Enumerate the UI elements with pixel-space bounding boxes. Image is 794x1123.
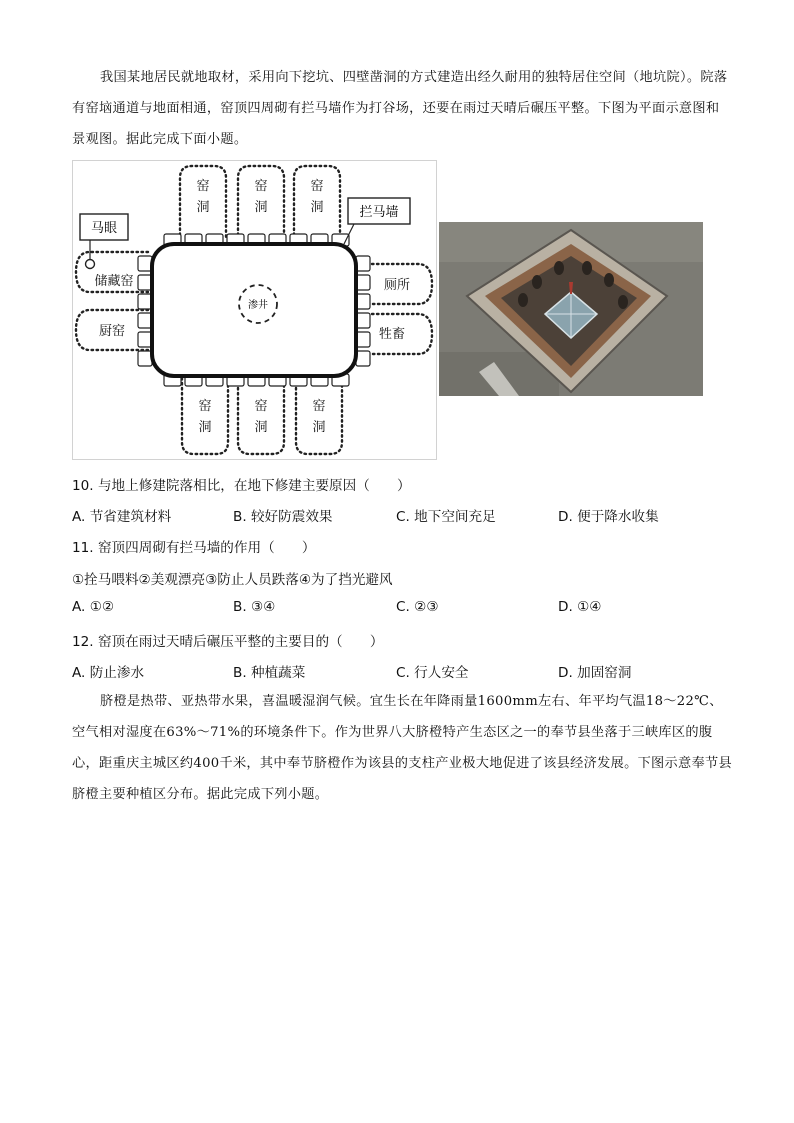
wall-brick (138, 332, 152, 347)
wall-brick (138, 275, 152, 290)
q11-option-c: C. ②③ (396, 599, 439, 615)
cave-top-2-char1: 窑 (254, 179, 268, 194)
question-11-number: 11. (72, 540, 94, 556)
question-11 (72, 536, 315, 556)
question-11-statements: ①拴马喂料②美观漂亮③防止人员跌落④为了挡光避风 (72, 572, 393, 588)
cave-bottom-3-char1: 窑 (312, 399, 326, 414)
cave-top-3-char2: 洞 (310, 200, 324, 215)
kitchen-label: 厨窑 (98, 324, 126, 339)
q12-option-b: B. 种植蔬菜 (233, 665, 306, 681)
wall-brick (356, 275, 370, 290)
cave-top-1-char1: 窑 (196, 179, 210, 194)
q10-option-d: D. 便于降水收集 (558, 509, 659, 525)
question-10-number: 10. (72, 478, 94, 494)
q11-option-a: A. ①② (72, 599, 115, 615)
q11-option-b: B. ③④ (233, 599, 276, 615)
wall-brick (138, 351, 152, 366)
q12-option-a: A. 防止渗水 (72, 665, 145, 681)
wall-label: 拦马墙 (359, 205, 399, 220)
question-12-stem: 窑顶在雨过天晴后碾压平整的主要目的（ ） (97, 634, 384, 650)
question-10-stem: 与地上修建院落相比，在地下修建主要原因（ ） (97, 478, 411, 494)
pit-courtyard-aerial-photo (439, 222, 703, 396)
wall-brick (356, 294, 370, 309)
q11-option-d: D. ①④ (558, 599, 602, 615)
cave-top-2-char2: 洞 (254, 200, 268, 215)
wall-brick (138, 294, 152, 309)
wall-brick (356, 351, 370, 366)
cave-bottom-1-char2: 洞 (198, 420, 212, 435)
q10-option-c: C. 地下空间充足 (396, 509, 496, 525)
intro-paragraph-1: 我国某地居民就地取材，采用向下挖坑、四壁凿洞的方式建造出经久耐用的独特居住空间（地坑院）。院落有窑垴通道与地面相通，窑顶四周砌有拦马墙作为打谷场，还要在雨过天晴后碾压平整。下图为平面示意图和景观图。据此完成下面小题。 (72, 70, 728, 147)
livestock-label: 牲畜 (378, 327, 406, 342)
question-10 (72, 474, 411, 494)
wall-brick (356, 256, 370, 271)
storage-label: 储藏窑 (94, 274, 134, 289)
wall-brick (138, 313, 152, 328)
cave-bottom-2-char2: 洞 (254, 420, 268, 435)
cave-bottom-1-char1: 窑 (198, 399, 212, 414)
question-11-stem: 窑顶四周砌有拦马墙的作用（ ） (97, 540, 316, 556)
question-12-number: 12. (72, 634, 94, 650)
cave-bottom-2-char1: 窑 (254, 399, 268, 414)
pit-courtyard-plan-diagram (72, 160, 437, 460)
wall-brick (356, 313, 370, 328)
q12-option-d: D. 加固窑洞 (558, 665, 632, 681)
wall-brick (356, 332, 370, 347)
cave-top-3-char1: 窑 (310, 179, 324, 194)
well-label: 渗井 (248, 300, 268, 311)
q12-option-c: C. 行人安全 (396, 665, 469, 681)
q10-option-b: B. 较好防震效果 (233, 509, 333, 525)
mayan-label: 马眼 (90, 221, 118, 236)
q10-option-a: A. 节省建筑材料 (72, 509, 172, 525)
wall-brick (138, 256, 152, 271)
cave-top-1-char2: 洞 (196, 200, 210, 215)
toilet-label: 厕所 (383, 278, 411, 293)
mayan-hole-icon (86, 260, 95, 269)
cave-bottom-3-char2: 洞 (312, 420, 326, 435)
intro-paragraph-2: 脐橙是热带、亚热带水果，喜温暖湿润气候。宜生长在年降雨量1600mm左右、年平均气温18～22℃、空气相对湿度在63%～71%的环境条件下。作为世界八大脐橙特产生态区之一的奉节县坐落于三峡库区的腹心，距重庆主城区约400千米，其中奉节脐橙作为该县的支柱产业极大地促进了该县经济发展。下图示意奉节县脐橙主要种植区分布。据此完成下列小题。 (72, 694, 732, 802)
question-12 (72, 630, 383, 650)
